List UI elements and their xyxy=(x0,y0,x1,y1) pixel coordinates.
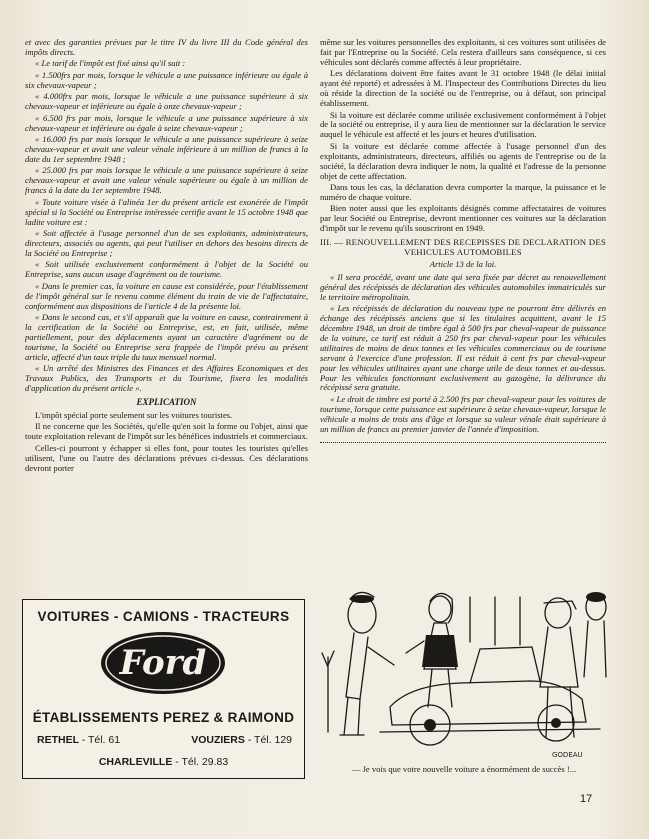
cartoon-signature: GODEAU xyxy=(552,751,583,759)
paragraph: Si la voiture est déclarée comme affectée à l'usage personnel d'un des exploitants, administrateurs, directeurs, affiliés ou agents de l'entreprise ou de la société, la déclaration devra indiquer le nom, la qualité et l'adresse de la personne objet de cette affectation. xyxy=(320,140,606,181)
svg-text:Ford: Ford xyxy=(119,643,207,683)
ad-vouziers: VOUZIERS - Tél. 129 xyxy=(191,734,292,746)
paragraph: Si la voiture est déclarée comme utilisée exclusivement conformément à l'objet de la société ou entreprise, il y aura lieu de mentionner sur la déclaration le service auquel le véhicule est affecté et les jours et heures d'utilisation. xyxy=(320,109,606,140)
paragraph: Bien noter aussi que les exploitants désignés comme affectataires de voitures par leur Société ou Entreprise, devront mentionner ces voitures sur la déclaration d'impôt sur le revenu qu'ils souscriront en 1949. xyxy=(320,203,606,234)
paragraph: et avec des garanties prévues par le titre IV du livre III du Code général des impôts directs. xyxy=(25,37,308,57)
cartoon-caption: — Je vois que votre nouvelle voiture a énormément de succès !... xyxy=(351,764,577,774)
cartoon-illustration xyxy=(320,557,608,762)
paragraph: « 4.000frs par mois, lorsque le véhicule a une puissance supérieure à six chevaux-vapeur et inférieure ou égale à onze chevaux-vapeur ; xyxy=(25,91,308,112)
paragraph: L'impôt spécial porte seulement sur les voitures touristes. xyxy=(35,409,233,420)
left-column xyxy=(25,38,308,475)
paragraph: « Dans le second cas, et s'il apparaît que la voiture en cause, contrairement à la certification de la Société ou Entreprise, est, en fait, utilisée, même partiellement, pour des déplacements ayant un caractère d'agrément ou de tourisme, la Société ou Entreprise sera frappée de l'impôt prévu au présent article, affecté d'un taux triple du taux mensuel normal. xyxy=(25,312,308,362)
ad-company: ÉTABLISSEMENTS PEREZ & RAIMOND xyxy=(32,710,295,725)
paragraph: Dans tous les cas, la déclaration devra comporter la marque, la puissance et le numéro de chaque voiture. xyxy=(320,182,606,202)
paragraph: Les déclarations doivent être faites avant le 31 octobre 1948 (le délai initial ayant été reporté) et adressées à M. l'Inspecteur des Contributions Directes du lieu où réside la direction de la société ou de l'entreprise, ou à défaut, son principal établissement. xyxy=(320,68,606,109)
paragraph: « Soit utilisée exclusivement conformément à l'objet de la Société ou Entreprise, sans aucun usage d'agrément ou de tourisme. xyxy=(25,259,308,280)
paragraph: « Dans le premier cas, la voiture en cause est considérée, pour l'établissement de l'impôt général sur le revenu comme élément du train de vie de l'affectataire, conformément aux dispositions de l'article 4 de la présente loi. xyxy=(25,280,308,311)
ad-charleville: CHARLEVILLE - Tél. 29.83 xyxy=(98,756,229,768)
right-column xyxy=(320,38,606,443)
paragraph: « Les récépissés de déclaration du nouveau type ne pourront être délivrés en échange des récépissés anciens que si les titulaires acquittent, avant le 15 décembre 1948, un droit de timbre égal à 500 frs par cheval-vapeur de puissance de la voiture, ce tarif est réduit à 250 frs par cheval-vapeur pour les véhicules utilitaires de moins de deux tonnes et les véhicules commerciaux ou de tourisme servant à l'exercice d'une profession. Il est réduit à cent frs par cheval-vapeur pour les véhicules utilitaires ayant une charge utile de deux tonnes et au-dessus. Pour les véhicules fonctionnant exclusivement au gazogène, la délivrance du récépissé sera gratuite. xyxy=(320,303,606,393)
divider xyxy=(320,442,606,443)
ad-rethel: RETHEL - Tél. 61 xyxy=(37,734,121,746)
paragraph: « Le tarif de l'impôt est fixé ainsi qu'il suit : xyxy=(35,58,186,69)
ad-headline: VOITURES - CAMIONS - TRACTEURS xyxy=(37,609,290,624)
advertisement xyxy=(22,599,305,779)
page-number: 17 xyxy=(580,793,593,805)
section-heading: III. — RENOUVELLEMENT DES RECEPISSES DE DECLARATION DES VEHICULES AUTOMOBILES xyxy=(320,237,606,258)
paragraph: « 1.500frs par mois, lorsque le véhicule a une puissance inférieure ou égale à six chevaux-vapeur ; xyxy=(25,69,308,90)
paragraph: « 6.500 frs par mois, lorsque le véhicule a une puissance supérieure à six chevaux-vapeur et inférieure ou égale à seize chevaux-vapeur ; xyxy=(25,112,308,133)
paragraph: « Il sera procédé, avant une date qui sera fixée par décret au renouvellement général des récépissés de déclaration des véhicules automobiles immatriculés sur le territoire métropolitain. xyxy=(320,271,606,302)
paragraph: Celles-ci pourront y échapper si elles font, pour toutes les touristes qu'elles utilisent, l'une ou l'autre des déclarations prévues ci-dessus. Ces déclarations devront porter xyxy=(25,442,308,473)
paragraph: même sur les voitures personnelles des exploitants, si ces voitures sont utilisées de fait par l'Entreprise ou la Société. Cela restera d'ailleurs sans conséquence, si ces véhicules sont déclarés comme affectés à leur propriétaire. xyxy=(320,37,606,67)
paragraph: « 16.000 frs par mois lorsque le véhicule a une puissance supérieure à seize chevaux-vapeur et avait une valeur vénale inférieure à un million de francs à la date du 1er septembre 1948 ; xyxy=(25,134,308,164)
paragraph: « Un arrêté des Ministres des Finances et des Affaires Economiques et des Travaux Publics, des Transports et du Tourisme, fixera les modalités d'application du présent article ». xyxy=(25,363,308,394)
article-heading: Article 13 de la loi. xyxy=(429,259,497,269)
paragraph: « Toute voiture visée à l'alinéa 1er du présent article est exonérée de l'impôt spécial si la Société ou Entreprise intéressée certifie avant le 15 octobre 1948 que ladite voiture est : xyxy=(25,196,308,227)
section-heading: EXPLICATION xyxy=(136,396,197,407)
ad-contacts-row xyxy=(37,734,292,746)
paragraph: Il ne concerne que les Sociétés, qu'elle qu'en soit la forme ou l'objet, ainsi que toute exploitation relevant de l'impôt sur les bénéfices industriels et commerciaux. xyxy=(25,421,308,442)
paragraph: « Le droit de timbre est porté à 2.500 frs par cheval-vapeur pour les voitures de tourisme, lorsque cette puissance est supérieure à seize chevaux-vapeur, lorsque le véhicule a moins de trois ans d'âge et lorsque sa valeur vénale était supérieure à un million de francs au premier janvier de l'année d'imposition. xyxy=(320,393,606,434)
paragraph: « Soit affectée à l'usage personnel d'un de ses exploitants, administrateurs, directeurs, associés ou agents, qui peut l'utiliser en dehors des besoins directs de la Société ou Entreprise ; xyxy=(25,228,308,258)
paragraph: « 25.000 frs par mois lorsque le véhicule a une puissance supérieure à seize chevaux-vapeur et avait une valeur vénale supérieure ou égale à un million de francs à la date du 1er septembre 1948. xyxy=(25,165,308,196)
ford-logo-icon xyxy=(99,630,227,696)
